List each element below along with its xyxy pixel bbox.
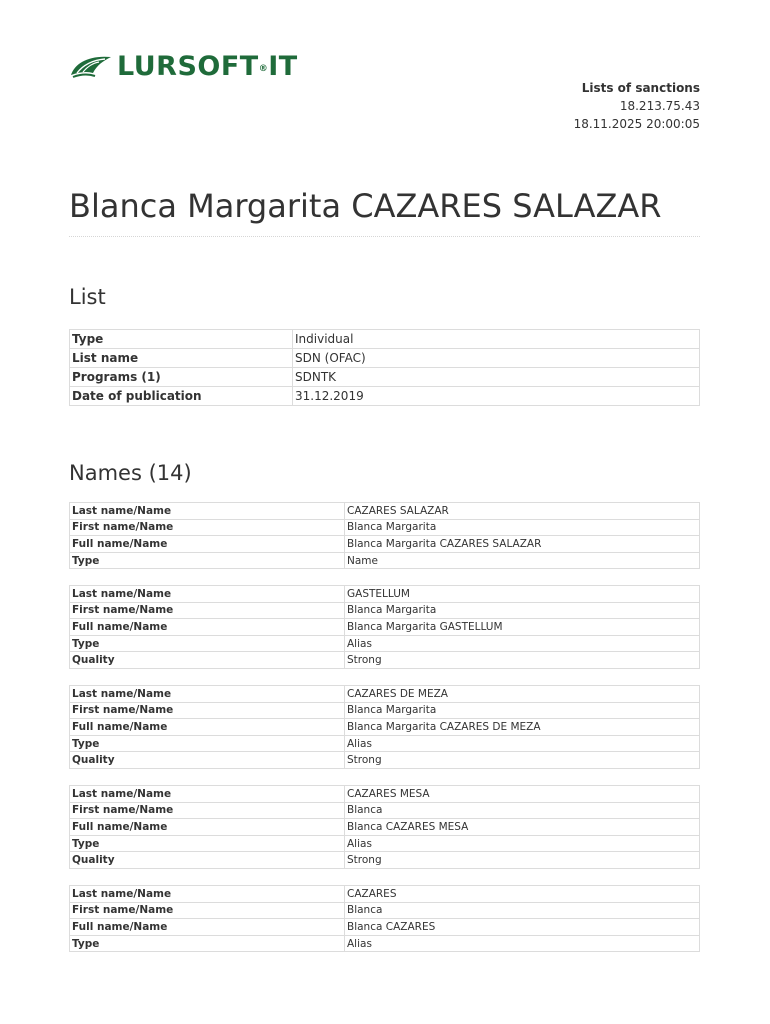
name-row-label: First name/Name	[70, 602, 345, 619]
leaf-logo-icon	[69, 53, 113, 81]
list-row-value: SDN (OFAC)	[293, 349, 700, 368]
name-row-label: Last name/Name	[70, 686, 345, 703]
name-row	[70, 652, 700, 669]
page-title: Blanca Margarita CAZARES SALAZAR	[69, 184, 700, 237]
name-row-label: Type	[70, 935, 345, 952]
list-row-label: Type	[70, 330, 293, 349]
name-row-value: Blanca Margarita CAZARES DE MEZA	[345, 719, 700, 736]
name-row	[70, 519, 700, 536]
name-row-value: Blanca	[345, 902, 700, 919]
name-row-value: Blanca Margarita	[345, 702, 700, 719]
name-row-value: CAZARES	[345, 886, 700, 903]
name-row	[70, 835, 700, 852]
name-row-label: Quality	[70, 652, 345, 669]
list-row	[70, 330, 700, 349]
name-row	[70, 935, 700, 952]
name-row-label: Type	[70, 835, 345, 852]
name-row-label: Quality	[70, 752, 345, 769]
name-row-label: First name/Name	[70, 702, 345, 719]
list-row	[70, 368, 700, 387]
name-row-value: GASTELLUM	[345, 586, 700, 603]
name-row	[70, 919, 700, 936]
name-row-label: First name/Name	[70, 802, 345, 819]
name-row-value: Blanca CAZARES MESA	[345, 819, 700, 836]
name-group-table	[69, 685, 700, 769]
name-row-value: Blanca CAZARES	[345, 919, 700, 936]
list-row-label: Programs (1)	[70, 368, 293, 387]
name-row-value: CAZARES SALAZAR	[345, 503, 700, 520]
name-row-value: CAZARES DE MEZA	[345, 686, 700, 703]
name-row-value: Alias	[345, 735, 700, 752]
name-row	[70, 819, 700, 836]
name-row-label: Last name/Name	[70, 886, 345, 903]
meta-title: Lists of sanctions	[581, 81, 700, 95]
name-row-value: Blanca Margarita	[345, 519, 700, 536]
name-row	[70, 852, 700, 869]
name-row-label: Full name/Name	[70, 719, 345, 736]
list-heading: List	[69, 285, 106, 309]
name-row-label: Full name/Name	[70, 536, 345, 553]
list-row-value: SDNTK	[293, 368, 700, 387]
name-group-table	[69, 885, 700, 952]
name-row	[70, 702, 700, 719]
list-row-value: Individual	[293, 330, 700, 349]
name-row-label: Full name/Name	[70, 619, 345, 636]
name-row-label: Full name/Name	[70, 919, 345, 936]
name-row	[70, 786, 700, 803]
name-row	[70, 802, 700, 819]
name-row-label: Last name/Name	[70, 503, 345, 520]
name-row	[70, 886, 700, 903]
meta-ip: 18.213.75.43	[619, 99, 700, 113]
name-row	[70, 619, 700, 636]
name-row	[70, 735, 700, 752]
document-meta	[574, 79, 700, 133]
logo-text: LURSOFT®IT	[117, 51, 298, 82]
list-row-label: List name	[70, 349, 293, 368]
name-row-value: Name	[345, 552, 700, 569]
name-row-value: Blanca Margarita CAZARES SALAZAR	[345, 536, 700, 553]
name-row	[70, 536, 700, 553]
list-table	[69, 329, 700, 406]
meta-datetime: 18.11.2025 20:00:05	[573, 117, 700, 131]
lursoft-logo	[69, 52, 298, 82]
name-row-label: First name/Name	[70, 519, 345, 536]
name-row-value: Strong	[345, 852, 700, 869]
list-row	[70, 387, 700, 406]
name-row-label: Last name/Name	[70, 786, 345, 803]
name-group-table	[69, 585, 700, 669]
name-row	[70, 552, 700, 569]
name-row-label: Type	[70, 735, 345, 752]
name-row	[70, 686, 700, 703]
name-row	[70, 586, 700, 603]
name-row	[70, 752, 700, 769]
name-row	[70, 602, 700, 619]
list-row-value: 31.12.2019	[293, 387, 700, 406]
name-row-label: Type	[70, 552, 345, 569]
name-row	[70, 719, 700, 736]
names-heading: Names (14)	[69, 461, 192, 485]
name-row-label: Quality	[70, 852, 345, 869]
name-row-label: Last name/Name	[70, 586, 345, 603]
name-row-value: Blanca	[345, 802, 700, 819]
name-row-value: Blanca Margarita GASTELLUM	[345, 619, 700, 636]
name-row-value: Blanca Margarita	[345, 602, 700, 619]
name-row-label: Type	[70, 635, 345, 652]
name-row-value: CAZARES MESA	[345, 786, 700, 803]
name-row-value: Alias	[345, 935, 700, 952]
name-group-table	[69, 785, 700, 869]
name-group-table	[69, 502, 700, 569]
name-row-value: Strong	[345, 652, 700, 669]
list-row-label: Date of publication	[70, 387, 293, 406]
name-row-label: Full name/Name	[70, 819, 345, 836]
name-row	[70, 902, 700, 919]
name-row	[70, 503, 700, 520]
list-row	[70, 349, 700, 368]
name-row-label: First name/Name	[70, 902, 345, 919]
name-row-value: Strong	[345, 752, 700, 769]
name-row-value: Alias	[345, 835, 700, 852]
name-row-value: Alias	[345, 635, 700, 652]
name-row	[70, 635, 700, 652]
